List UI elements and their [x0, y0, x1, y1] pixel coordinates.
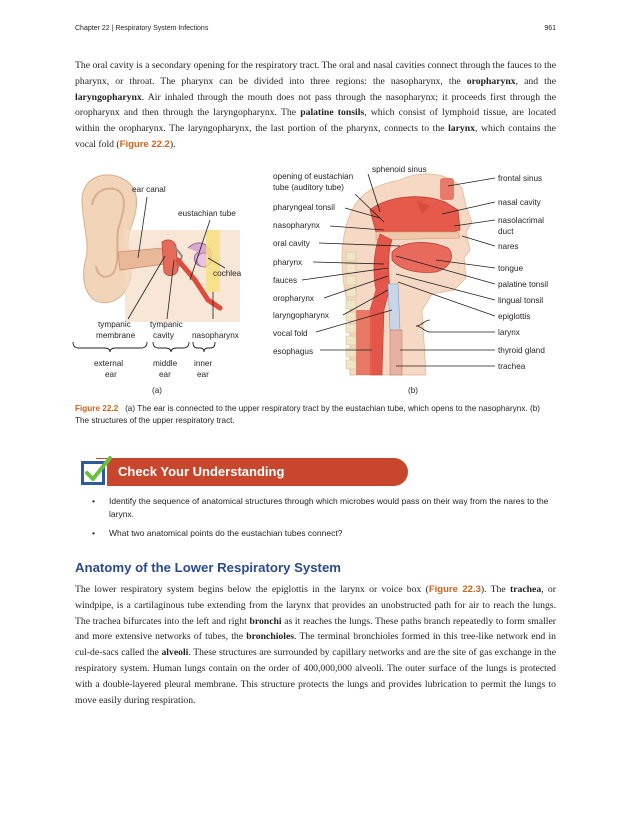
label-nasolacrimal-duct-line1: nasolacrimal: [498, 216, 544, 225]
label-nasolacrimal-duct-line2: duct: [498, 227, 514, 236]
label-tongue: tongue: [498, 264, 524, 273]
figure-caption: [75, 403, 556, 427]
intro-paragraph: [75, 58, 556, 153]
text-run: , and the: [515, 75, 557, 87]
section-heading: Anatomy of the Lower Respiratory System: [75, 560, 342, 575]
label-ear-nasopharynx: nasopharynx: [192, 331, 239, 340]
figure-link[interactable]: Figure 22.2: [119, 138, 170, 150]
label-esophagus: esophagus: [273, 347, 314, 356]
bold-term: trachea: [510, 584, 542, 595]
check-your-understanding-banner: [78, 454, 411, 489]
label-opening-eustachian-line2: tube (auditory tube): [273, 183, 345, 192]
text-run: ).: [169, 138, 176, 150]
figure-illustration: [70, 160, 560, 405]
label-pharynx: pharynx: [273, 258, 303, 267]
text-run: . Air inhaled through the mouth does not pass through the nasopharynx; it proceeds first through the oropharynx and then through the laryngopharynx. The: [75, 91, 556, 119]
understanding-questions: [92, 495, 554, 547]
bold-term: oropharynx: [466, 75, 516, 87]
text-run: as it reaches the lungs. These paths branch repeatedly to form smaller and more extensive networks of tubes, the: [75, 615, 556, 643]
caption-text: (a) The ear is connected to the upper respiratory tract by the eustachian tube, which opens to the nasopharynx. (b) The structures of the upper respiratory tract.: [75, 404, 540, 425]
ear-region-braces: [73, 342, 215, 352]
bold-term: palatine tonsils: [300, 107, 365, 119]
label-ear-canal: ear canal: [132, 185, 166, 194]
label-vocal-fold: vocal fold: [273, 329, 308, 338]
running-header: [75, 25, 556, 32]
figure-22-2: [70, 160, 560, 405]
question-text: Identify the sequence of anatomical structures through which microbes would pass on their way from the nares to the larynx.: [109, 496, 549, 519]
label-lingual-tonsil: lingual tonsil: [498, 296, 544, 305]
checkbox-check-icon: [78, 454, 114, 490]
bold-term: laryngopharynx: [75, 91, 142, 103]
label-inner-ear-line1: inner: [194, 359, 213, 368]
label-larynx: larynx: [498, 328, 520, 337]
label-eustachian-tube: eustachian tube: [178, 209, 236, 218]
label-middle-ear-line1: middle: [153, 359, 178, 368]
bold-term: larynx: [448, 123, 476, 135]
label-external-ear-line1: external: [94, 359, 124, 368]
label-external-ear-line2: ear: [105, 370, 117, 379]
caption-figure-label: Figure 22.2: [75, 404, 119, 413]
label-opening-eustachian-line1: opening of eustachian: [273, 172, 354, 181]
text-run: The oral cavity is a secondary opening for the respiratory tract. The oral and nasal cavities connect through the fauces to the pharynx, or throat. The pharynx can be divided into three regions: the nasopharynx, the: [75, 60, 556, 87]
label-fauces: fauces: [273, 276, 298, 285]
chapter-title: Chapter 22 | Respiratory System Infections: [75, 25, 209, 32]
lower-respiratory-paragraph: [75, 582, 556, 708]
bullet-icon: •: [92, 496, 95, 506]
label-middle-ear-line2: ear: [159, 370, 171, 379]
text-run: . These structures are surrounded by capillary networks and are the site of gas exchange in the respiratory system. Human lungs contain on the order of 400,000,000 alveoli. The outer surface of the lungs is protected with a double-layered pleural membrane. This structure protects the lungs and provides lubrication to permit the lungs to move easily during respiration.: [75, 647, 557, 706]
label-tympanic-membrane-line1: tympanic: [98, 320, 131, 329]
text-run: . The terminal bronchioles formed in this tree-like network end in cul-de-sacs called the: [75, 631, 557, 659]
label-tympanic-membrane-line2: membrane: [96, 331, 136, 340]
page-number: 961: [544, 25, 556, 32]
figure-link[interactable]: Figure 22.3: [428, 584, 481, 595]
bold-term: bronchioles: [246, 631, 295, 643]
label-inner-ear-line2: ear: [197, 370, 209, 379]
label-panel-b: (b): [408, 386, 419, 395]
label-pharyngeal-tonsil: pharyngeal tonsil: [273, 203, 335, 212]
bold-term: bronchi: [249, 615, 282, 627]
list-item: [92, 527, 554, 540]
label-nasopharynx: nasopharynx: [273, 221, 320, 230]
label-nasal-cavity: nasal cavity: [498, 198, 541, 207]
bullet-icon: •: [92, 528, 95, 538]
label-panel-a: (a): [152, 386, 163, 395]
label-palatine-tonsil: palatine tonsil: [498, 280, 549, 289]
question-text: What two anatomical points do the eustachian tubes connect?: [109, 528, 343, 538]
text-run: , which consist of lymphoid tissue, are located within the oropharynx. The laryngopharynx, the last portion of the pharynx, connects to the: [75, 107, 556, 135]
label-frontal-sinus: frontal sinus: [498, 174, 543, 183]
label-sphenoid-sinus: sphenoid sinus: [372, 165, 427, 174]
label-oral-cavity: oral cavity: [273, 239, 310, 248]
label-laryngopharynx: laryngopharynx: [273, 311, 329, 320]
head-section-illustration: [342, 174, 472, 375]
label-thyroid-gland: thyroid gland: [498, 346, 545, 355]
label-trachea: trachea: [498, 362, 526, 371]
text-run: ). The: [480, 584, 510, 595]
text-run: The lower respiratory system begins below the epiglottis in the larynx or voice box (: [75, 584, 429, 595]
text-run: , or windpipe, is a cartilaginous tube extending from the larynx that provides an unobstructed path for air to reach the lungs. The trachea bifurcates into the left and right: [75, 584, 556, 627]
label-nares: nares: [498, 242, 519, 251]
label-oropharynx: oropharynx: [273, 294, 314, 303]
text-run: , which contains the vocal fold (: [75, 123, 556, 150]
label-epiglottis: epiglottis: [498, 312, 531, 321]
label-tympanic-cavity-line1: tympanic: [150, 320, 183, 329]
label-tympanic-cavity-line2: cavity: [153, 331, 174, 340]
bold-term: alveoli: [161, 647, 189, 659]
list-item: [92, 495, 554, 520]
ear-illustration: [82, 175, 240, 322]
banner-title: Check Your Understanding: [118, 464, 285, 479]
label-cochlea: cochlea: [213, 269, 242, 278]
